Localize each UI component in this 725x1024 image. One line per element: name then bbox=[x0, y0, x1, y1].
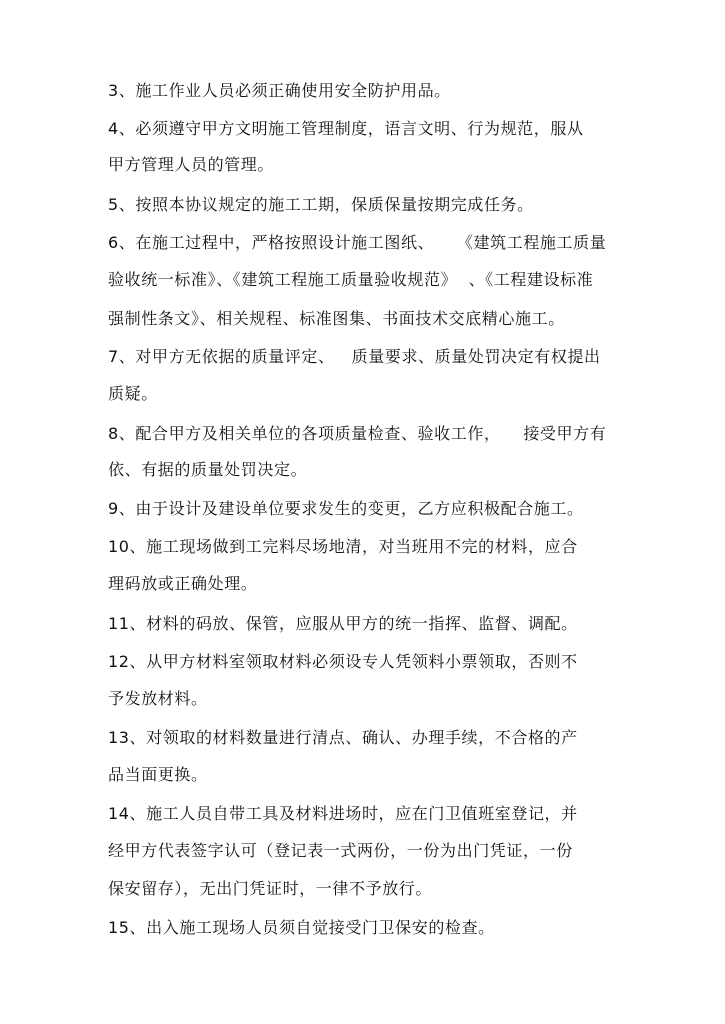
text-line: 7、对甲方无依据的质量评定、 质量要求、质量处罚决定有权提出 bbox=[108, 347, 601, 366]
text-line: 9、由于设计及建设单位要求发生的变更，乙方应积极配合施工。 bbox=[108, 499, 584, 518]
text-line: 质疑。 bbox=[108, 384, 158, 403]
text-line: 10、施工现场做到工完料尽场地清，对当班用不完的材料，应合 bbox=[108, 537, 578, 556]
text-line: 14、施工人员自带工具及材料进场时，应在门卫值班室登记，并 bbox=[108, 804, 578, 823]
text-line: 15、出入施工现场人员须自觉接受门卫保安的检查。 bbox=[108, 918, 495, 937]
text-line: 12、从甲方材料室领取材料必须设专人凭领料小票领取，否则不 bbox=[108, 652, 578, 671]
text-line: 8、配合甲方及相关单位的各项质量检查、验收工作， 接受甲方有 bbox=[108, 424, 607, 443]
text-line: 强制性条文》、相关规程、标准图集、书面技术交底精心施工。 bbox=[108, 309, 565, 328]
text-line: 甲方管理人员的管理。 bbox=[108, 155, 275, 174]
text-line: 验收统一标准》、《建筑工程施工质量验收规范》 、《工程建设标准 bbox=[108, 270, 594, 289]
text-line: 理码放或正确处理。 bbox=[108, 574, 258, 593]
text-line: 3、施工作业人员必须正确使用安全防护用品。 bbox=[108, 81, 451, 100]
text-line: 5、按照本协议规定的施工工期，保质保量按期完成任务。 bbox=[108, 195, 534, 214]
text-line: 13、对领取的材料数量进行清点、确认、办理手续，不合格的产 bbox=[108, 728, 578, 747]
text-line: 经甲方代表签字认可（登记表一式两份，一份为出门凭证，一份 bbox=[108, 841, 573, 860]
text-line: 11、材料的码放、保管，应服从甲方的统一指挥、监督、调配。 bbox=[108, 614, 578, 633]
text-line: 4、必须遵守甲方文明施工管理制度，语言文明、行为规范，服从 bbox=[108, 119, 584, 138]
text-line: 保安留存），无出门凭证时，一律不予放行。 bbox=[108, 879, 433, 898]
text-line: 予发放材料。 bbox=[108, 689, 208, 708]
text-line: 品当面更换。 bbox=[108, 765, 208, 784]
text-line: 依、有据的质量处罚决定。 bbox=[108, 460, 308, 479]
text-line: 6、在施工过程中，严格按照设计施工图纸、 《建筑工程施工质量 bbox=[108, 233, 607, 252]
